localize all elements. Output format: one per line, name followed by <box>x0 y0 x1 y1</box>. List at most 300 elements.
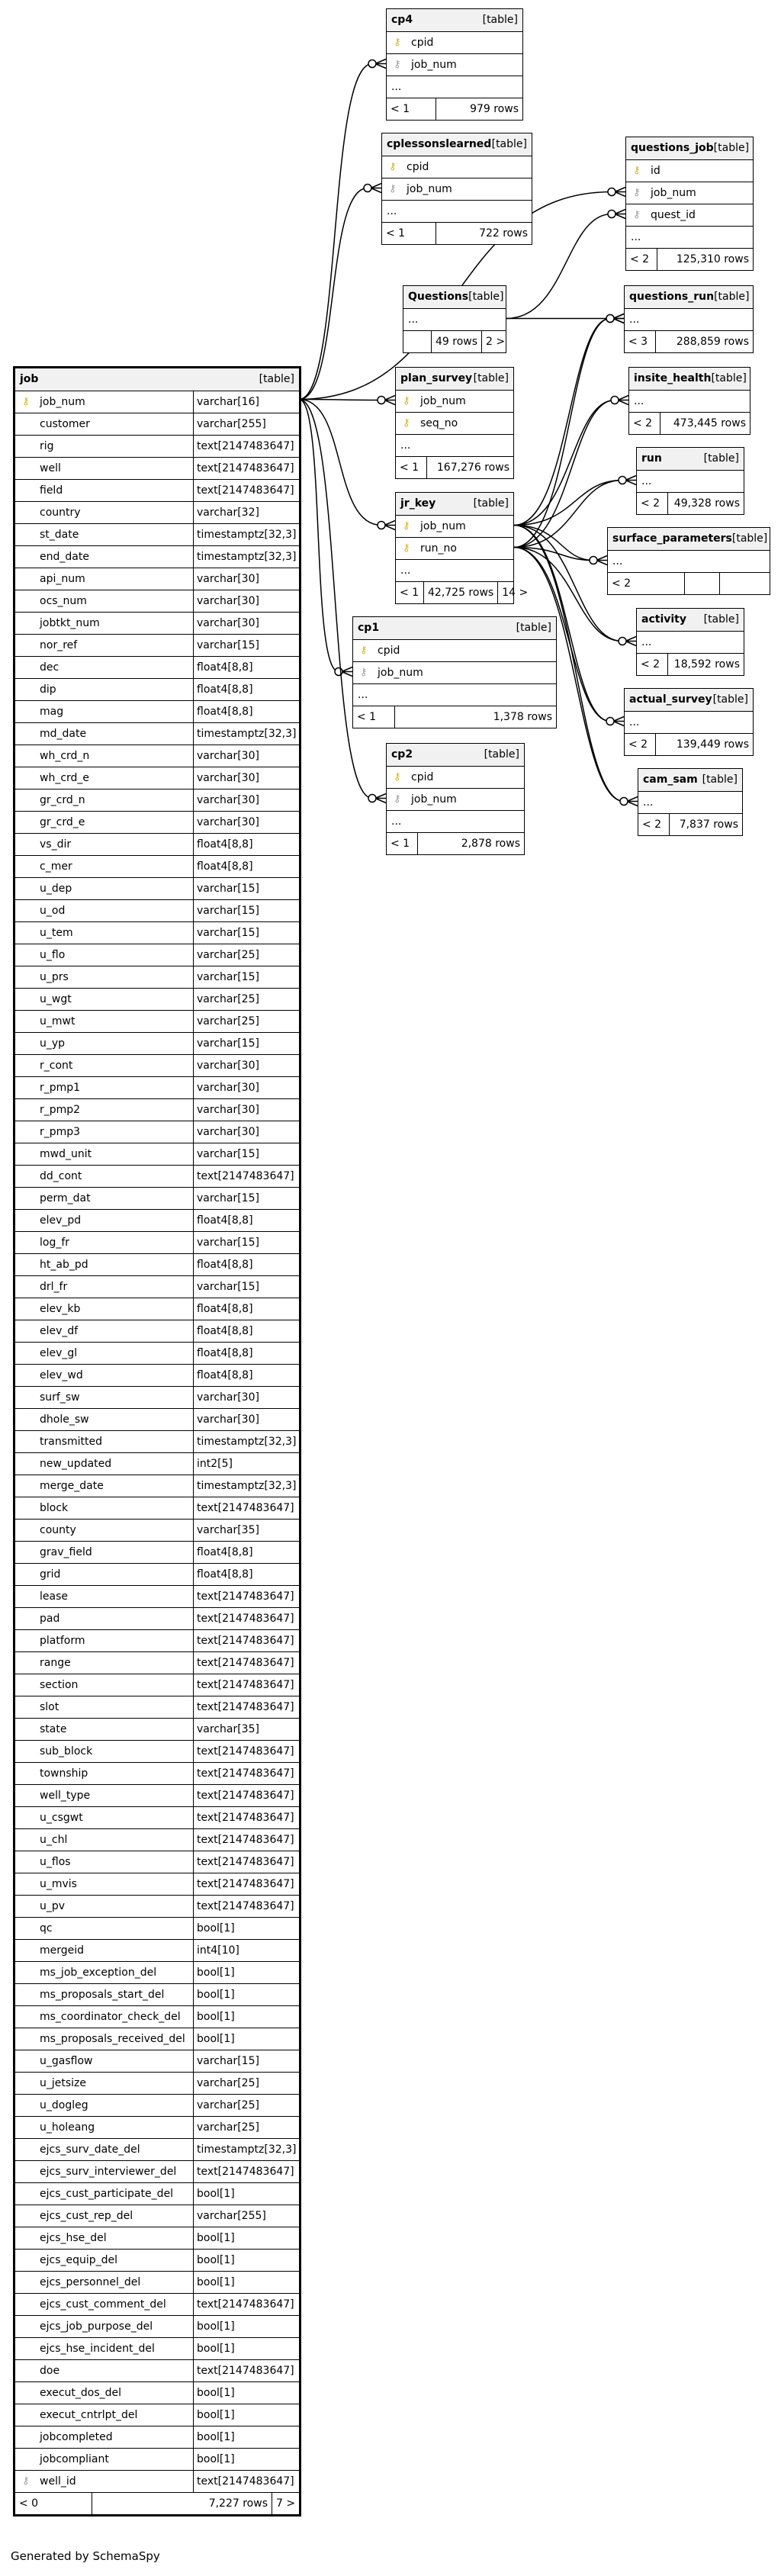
column-row[interactable] <box>15 2028 299 2050</box>
table-name[interactable]: Questions <box>408 291 469 303</box>
column-name <box>15 1741 193 1762</box>
column-row[interactable] <box>15 1762 299 1784</box>
column-name-text: r_cont <box>40 1060 73 1072</box>
column-name <box>15 1343 193 1364</box>
column-type: int2[5] <box>193 1453 299 1475</box>
more-columns-row[interactable] <box>396 559 513 581</box>
column-name-text: u_mwt <box>40 1015 76 1028</box>
optional-marker <box>590 557 597 564</box>
column-name <box>15 2073 193 2094</box>
column-row[interactable] <box>15 2448 299 2470</box>
more-columns-row[interactable] <box>382 200 532 222</box>
column-row[interactable] <box>396 537 513 559</box>
column-type: bool[1] <box>193 2316 299 2337</box>
column-row[interactable] <box>15 413 299 435</box>
column-name <box>15 2449 193 2470</box>
column-row[interactable] <box>15 2160 299 2182</box>
table-cp4[interactable] <box>386 8 523 121</box>
column-row[interactable] <box>15 877 299 899</box>
column-name-text: drl_fr <box>40 1281 68 1293</box>
ellipsis: ... <box>408 314 419 326</box>
column-name-text: wh_crd_e <box>40 772 90 784</box>
column-row[interactable] <box>15 2293 299 2315</box>
column-name <box>15 1785 193 1806</box>
column-row[interactable] <box>15 1806 299 1828</box>
table-footer <box>396 456 513 478</box>
column-name <box>15 1099 193 1121</box>
column-row[interactable] <box>15 1032 299 1054</box>
table-header <box>403 286 506 308</box>
column-row[interactable] <box>15 789 299 811</box>
table-questions[interactable] <box>403 285 506 353</box>
more-columns-row[interactable] <box>387 810 524 832</box>
column-row[interactable] <box>382 178 532 200</box>
column-name-text: sub_block <box>40 1745 93 1758</box>
column-name <box>15 1121 193 1143</box>
table-name[interactable]: plan_survey <box>400 372 473 384</box>
parent-count: < 1 <box>390 838 410 850</box>
column-type: varchar[15] <box>193 1143 299 1165</box>
table-type-tag: [table] <box>711 372 747 384</box>
optional-marker <box>611 397 619 404</box>
column-name-text: u_flos <box>40 1856 71 1868</box>
crow-foot-actual_survey <box>613 717 624 726</box>
table-type-tag: [table] <box>468 291 504 303</box>
column-row[interactable] <box>15 1054 299 1076</box>
column-name-text: u_dep <box>40 883 72 895</box>
column-type: text[2147483647] <box>193 1741 299 1762</box>
crow-foot-cam_sam <box>627 797 638 806</box>
column-name <box>15 1520 193 1541</box>
column-name-text: mwd_unit <box>40 1148 92 1160</box>
column-name <box>15 812 193 833</box>
table-insite_health[interactable] <box>628 367 750 435</box>
column-row[interactable] <box>15 700 299 722</box>
more-columns-row[interactable] <box>396 434 513 456</box>
column-row[interactable] <box>15 1851 299 1873</box>
column-type: varchar[25] <box>193 989 299 1010</box>
column-name-text: vs_dir <box>40 838 72 851</box>
column-name-text: quest_id <box>651 209 696 221</box>
table-name[interactable]: activity <box>641 613 686 626</box>
column-row[interactable] <box>15 1475 299 1497</box>
column-row[interactable] <box>15 2138 299 2160</box>
column-name-text: r_pmp2 <box>40 1104 81 1116</box>
table-job[interactable] <box>13 366 301 2517</box>
more-columns-row[interactable] <box>629 390 750 412</box>
table-activity[interactable] <box>636 608 744 676</box>
column-name <box>15 2161 193 2182</box>
column-type: text[2147483647] <box>193 1696 299 1718</box>
column-row[interactable] <box>387 53 522 76</box>
column-name <box>396 413 513 434</box>
column-name-text: well <box>40 462 61 474</box>
more-columns-row[interactable] <box>625 308 753 330</box>
column-name <box>15 1011 193 1032</box>
column-row[interactable] <box>15 2426 299 2448</box>
table-header <box>625 689 753 711</box>
column-row[interactable] <box>15 1121 299 1143</box>
more-columns-row[interactable] <box>638 791 742 813</box>
table-name[interactable]: questions_job <box>631 142 714 154</box>
column-row[interactable] <box>15 435 299 457</box>
table-name[interactable]: cp2 <box>391 748 413 761</box>
column-row[interactable] <box>15 590 299 612</box>
column-row[interactable] <box>396 412 513 434</box>
optional-marker <box>619 638 626 645</box>
column-name-text: ejcs_cust_comment_del <box>40 2298 166 2311</box>
column-row[interactable] <box>626 159 753 182</box>
column-row[interactable] <box>15 2182 299 2205</box>
column-name <box>15 1564 193 1585</box>
more-columns-row[interactable] <box>626 226 753 248</box>
column-name <box>15 1497 193 1519</box>
column-row[interactable] <box>626 182 753 204</box>
table-cp1[interactable] <box>352 616 557 728</box>
column-row[interactable] <box>15 634 299 656</box>
column-name-text: u_jetsize <box>40 2077 87 2089</box>
ellipsis: ... <box>391 81 402 93</box>
column-row[interactable] <box>15 391 299 413</box>
column-name-text: rig <box>40 440 54 452</box>
column-name <box>15 546 193 568</box>
column-row[interactable] <box>15 2337 299 2359</box>
column-row[interactable] <box>15 899 299 921</box>
column-row[interactable] <box>15 2050 299 2072</box>
table-cplessonslearned[interactable] <box>381 133 532 245</box>
column-row[interactable] <box>15 1607 299 1629</box>
ellipsis: ... <box>629 716 640 728</box>
column-row[interactable] <box>15 988 299 1010</box>
column-row[interactable] <box>15 2094 299 2116</box>
column-type: float4[8,8] <box>193 1210 299 1231</box>
column-row[interactable] <box>15 2116 299 2138</box>
column-row[interactable] <box>387 788 524 810</box>
ellipsis: ... <box>641 636 652 648</box>
more-columns-row[interactable] <box>608 550 770 572</box>
column-row[interactable] <box>15 1010 299 1032</box>
table-cp2[interactable] <box>386 743 525 855</box>
column-row[interactable] <box>15 1320 299 1342</box>
table-questions_run[interactable] <box>624 285 754 353</box>
parent-count: < 2 <box>630 253 650 265</box>
column-name <box>387 32 522 53</box>
column-row[interactable] <box>15 966 299 988</box>
column-type: float4[8,8] <box>193 1320 299 1342</box>
column-row[interactable] <box>353 661 556 683</box>
table-name[interactable]: surface_parameters <box>612 532 732 545</box>
column-name <box>15 1188 193 1209</box>
column-name <box>15 1210 193 1231</box>
column-name-text: merge_date <box>40 1480 104 1492</box>
column-row[interactable] <box>15 1939 299 1961</box>
column-row[interactable] <box>15 2072 299 2094</box>
column-row[interactable] <box>15 1231 299 1253</box>
column-name-text: u_dogleg <box>40 2099 88 2111</box>
column-type: float4[8,8] <box>193 1298 299 1320</box>
column-type: varchar[30] <box>193 1387 299 1408</box>
table-surface_parameters[interactable] <box>607 527 770 595</box>
more-columns-row[interactable] <box>387 76 522 98</box>
column-name-text: job_num <box>40 396 85 408</box>
column-row[interactable] <box>15 1342 299 1364</box>
column-name-text: dd_cont <box>40 1170 82 1182</box>
column-row[interactable] <box>15 1165 299 1187</box>
table-name[interactable]: cplessonslearned <box>387 138 492 150</box>
parent-count: < 1 <box>386 227 406 240</box>
column-type: float4[8,8] <box>193 657 299 678</box>
table-type-tag: [table] <box>473 372 509 384</box>
column-name-text: job_num <box>411 793 457 806</box>
column-type: varchar[25] <box>193 1011 299 1032</box>
column-row[interactable] <box>15 1430 299 1452</box>
column-name <box>15 679 193 700</box>
column-name <box>15 1630 193 1651</box>
column-name-text: ms_job_exception_del <box>40 1967 157 1979</box>
column-row[interactable] <box>15 1784 299 1806</box>
more-columns-row[interactable] <box>637 470 744 492</box>
column-name <box>15 2050 193 2072</box>
table-cam_sam[interactable] <box>638 768 743 836</box>
column-row[interactable] <box>15 811 299 833</box>
column-name <box>15 2471 193 2492</box>
table-type-tag: [table] <box>473 497 509 510</box>
column-name-text: r_pmp1 <box>40 1082 81 1094</box>
row-count: 473,445 rows <box>660 413 750 434</box>
primary-key-icon: ⚷ <box>633 165 641 176</box>
column-row[interactable] <box>15 2205 299 2227</box>
column-row[interactable] <box>15 678 299 700</box>
column-row[interactable] <box>15 833 299 855</box>
table-header <box>15 368 299 391</box>
table-type-tag: [table] <box>491 138 527 150</box>
column-row[interactable] <box>15 1098 299 1121</box>
table-questions_job[interactable] <box>625 137 754 271</box>
column-row[interactable] <box>15 1961 299 1983</box>
ellipsis: ... <box>634 395 644 407</box>
column-name <box>15 2426 193 2448</box>
column-name-text: r_pmp3 <box>40 1126 81 1138</box>
column-name-text: ejcs_hse_incident_del <box>40 2343 155 2355</box>
column-row[interactable] <box>15 1519 299 1541</box>
column-row[interactable] <box>387 31 522 53</box>
column-row[interactable] <box>15 1674 299 1696</box>
column-name <box>15 1896 193 1917</box>
column-row[interactable] <box>15 1651 299 1674</box>
column-row[interactable] <box>15 2271 299 2293</box>
ellipsis: ... <box>643 796 654 809</box>
more-columns-row[interactable] <box>403 308 506 330</box>
column-row[interactable] <box>15 1452 299 1475</box>
column-name <box>15 2095 193 2116</box>
column-name <box>15 1143 193 1165</box>
column-type: varchar[30] <box>193 1055 299 1076</box>
column-row[interactable] <box>15 1298 299 1320</box>
crow-foot-jr_key <box>384 521 395 530</box>
column-name-text: job_num <box>420 395 466 407</box>
column-type: bool[1] <box>193 1984 299 2005</box>
column-row[interactable] <box>15 545 299 568</box>
column-row[interactable] <box>15 568 299 590</box>
column-row[interactable] <box>15 2404 299 2426</box>
column-row[interactable] <box>15 1585 299 1607</box>
column-row[interactable] <box>15 2249 299 2271</box>
table-name[interactable]: cam_sam <box>643 773 698 786</box>
column-type: float4[8,8] <box>193 679 299 700</box>
column-row[interactable] <box>15 1253 299 1275</box>
table-name[interactable]: job <box>20 373 39 385</box>
table-name[interactable]: actual_survey <box>629 693 712 706</box>
column-type: varchar[30] <box>193 590 299 612</box>
column-name-text: ejcs_job_purpose_del <box>40 2320 153 2333</box>
table-plan_survey[interactable] <box>395 367 514 479</box>
column-type: bool[1] <box>193 2006 299 2028</box>
column-row[interactable] <box>15 1209 299 1231</box>
column-row[interactable] <box>15 1143 299 1165</box>
column-row[interactable] <box>15 1983 299 2005</box>
column-row[interactable] <box>15 921 299 944</box>
column-row[interactable] <box>15 1541 299 1563</box>
column-type: timestamptz[32,3] <box>193 1431 299 1452</box>
column-row[interactable] <box>15 457 299 479</box>
table-footer <box>625 733 753 755</box>
table-header <box>638 769 742 791</box>
column-row[interactable] <box>15 479 299 501</box>
ellipsis: ... <box>391 815 402 828</box>
column-type: varchar[30] <box>193 613 299 634</box>
column-row[interactable] <box>353 639 556 661</box>
column-type: bool[1] <box>193 2426 299 2448</box>
more-columns-row[interactable] <box>625 711 753 733</box>
table-name[interactable]: questions_run <box>629 291 715 303</box>
column-name <box>15 502 193 523</box>
table-type-tag: [table] <box>702 773 738 786</box>
table-name[interactable]: insite_health <box>634 372 712 384</box>
column-row[interactable] <box>15 612 299 634</box>
table-footer <box>15 2492 299 2514</box>
column-type: text[2147483647] <box>193 2471 299 2492</box>
table-actual_survey[interactable] <box>624 688 754 756</box>
column-row[interactable] <box>15 1740 299 1762</box>
row-count: 979 rows <box>435 98 522 120</box>
column-name-text: ocs_num <box>40 595 87 607</box>
column-type: bool[1] <box>193 2250 299 2271</box>
column-row[interactable] <box>15 1718 299 1740</box>
table-name[interactable]: jr_key <box>400 497 436 510</box>
table-name[interactable]: cp1 <box>358 622 380 634</box>
column-type: bool[1] <box>193 2404 299 2426</box>
column-type: text[2147483647] <box>193 1763 299 1784</box>
column-name <box>15 745 193 767</box>
column-row[interactable] <box>15 1828 299 1851</box>
more-columns-row[interactable] <box>353 683 556 706</box>
column-row[interactable] <box>15 1629 299 1651</box>
column-type: timestamptz[32,3] <box>193 723 299 744</box>
table-name[interactable]: cp4 <box>391 14 413 26</box>
more-columns-row[interactable] <box>637 631 744 653</box>
column-row[interactable] <box>15 1386 299 1408</box>
column-row[interactable] <box>15 2359 299 2381</box>
table-jr_key[interactable] <box>395 492 529 604</box>
column-row[interactable] <box>15 2470 299 2492</box>
column-type: text[2147483647] <box>193 2161 299 2182</box>
column-row[interactable] <box>396 390 513 412</box>
column-name <box>15 1807 193 1828</box>
optional-marker <box>368 795 376 802</box>
column-name-text: u_chl <box>40 1834 68 1846</box>
parent-count <box>403 331 431 352</box>
column-row[interactable] <box>15 1696 299 1718</box>
row-count: 139,449 rows <box>655 734 753 755</box>
column-row[interactable] <box>15 1873 299 1895</box>
column-type: text[2147483647] <box>193 480 299 501</box>
column-row[interactable] <box>15 1187 299 1209</box>
column-name <box>15 1298 193 1320</box>
column-name <box>15 1365 193 1386</box>
table-name[interactable]: run <box>641 452 662 465</box>
column-row[interactable] <box>15 1895 299 1917</box>
primary-key-icon: ⚷ <box>403 542 410 554</box>
column-row[interactable] <box>15 2381 299 2404</box>
column-row[interactable] <box>15 744 299 767</box>
column-name-text: gr_crd_n <box>40 794 85 806</box>
column-row[interactable] <box>15 1275 299 1298</box>
column-name <box>396 391 513 412</box>
column-name-text: job_num <box>420 520 466 532</box>
column-row[interactable] <box>15 767 299 789</box>
column-name-text: well_id <box>40 2475 76 2488</box>
column-row[interactable] <box>15 2005 299 2028</box>
column-row[interactable] <box>15 1497 299 1519</box>
column-row[interactable] <box>387 766 524 788</box>
column-row[interactable] <box>15 2227 299 2249</box>
crow-foot-cp1 <box>342 667 352 677</box>
column-name-text: country <box>40 507 81 519</box>
column-row[interactable] <box>15 2315 299 2337</box>
primary-key-icon: ⚷ <box>403 520 410 532</box>
column-row[interactable] <box>15 523 299 545</box>
column-name <box>15 2227 193 2249</box>
column-row[interactable] <box>15 1076 299 1098</box>
column-row[interactable] <box>15 944 299 966</box>
column-row[interactable] <box>15 855 299 877</box>
column-row[interactable] <box>382 156 532 178</box>
table-footer <box>625 330 753 352</box>
column-row[interactable] <box>396 515 513 537</box>
parent-count: < 2 <box>641 658 660 671</box>
table-footer <box>387 832 524 854</box>
table-header <box>608 528 770 550</box>
column-row[interactable] <box>15 1408 299 1430</box>
column-row[interactable] <box>15 1917 299 1939</box>
table-run[interactable] <box>636 447 744 515</box>
column-name-text: township <box>40 1767 88 1780</box>
column-type: bool[1] <box>193 1918 299 1939</box>
column-row[interactable] <box>15 1364 299 1386</box>
column-name <box>15 2382 193 2404</box>
ellipsis: ... <box>612 555 623 568</box>
column-type: timestamptz[32,3] <box>193 2139 299 2160</box>
column-row[interactable] <box>15 722 299 744</box>
column-name-text: cpid <box>378 645 400 657</box>
column-row[interactable] <box>15 656 299 678</box>
row-count: 722 rows <box>435 223 532 244</box>
column-name-text: ejcs_personnel_del <box>40 2276 141 2288</box>
column-name <box>15 2205 193 2227</box>
column-row[interactable] <box>626 204 753 226</box>
column-row[interactable] <box>15 1563 299 1585</box>
column-row[interactable] <box>15 501 299 523</box>
